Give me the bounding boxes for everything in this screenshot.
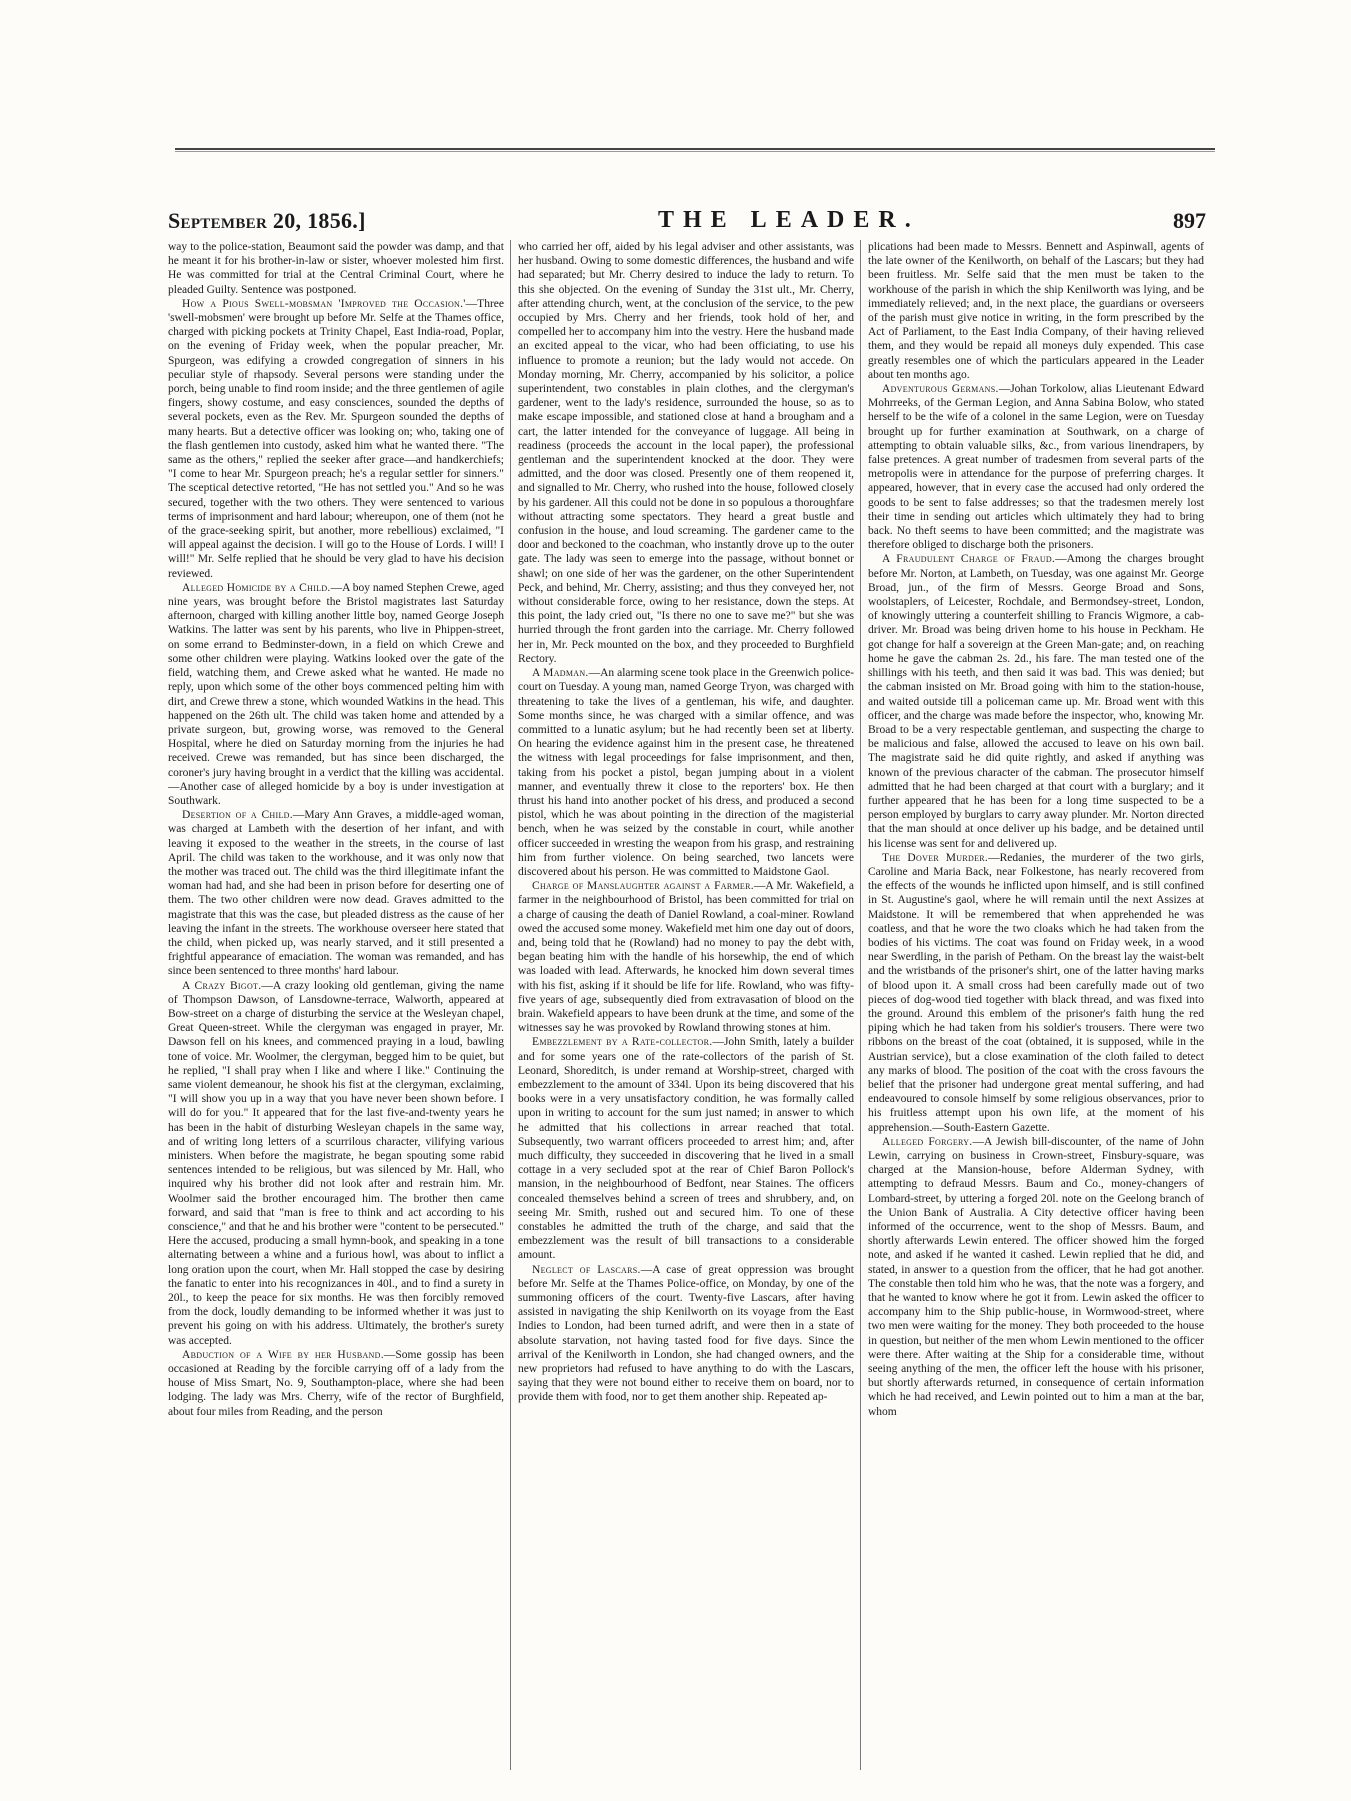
article-body: who carried her off, aided by his legal adviser and other assistants, was her husband. Owing to some domestic differences, the husband and wife had separated; but Mr. Cherry desired to induce the lady to return. To this she objected. On the evening of Sunday the 31st ult., Mr. Cherry, after attending church, went, at the conclusion of the service, to the pew occupied by Mrs. Cherry and her friends, took hold of her, and compelled her to accompany him into the vestry. Here the husband made an excited appeal to the vicar, who had been officiating, to use his influence to promote a reunion; but the lady would not accede. On Monday morning, Mr. Cherry, accompanied by his solicitor, a police superintendent, two constables in plain clothes, and the clergyman's gardener, went to the lady's residence, surrounded the house, so as to make escape impossible, and stationed close at hand a brougham and a cart, the latter intended for the conveyance of luggage. All being in readiness (proceeds the account in the local paper), the professional gentleman and the superintendent knocked at the door. They were admitted, and the door was closed. Presently one of them reopened it, and signalled to Mr. Cherry, who rushed into the house, followed closely by his gardener. All this could not be done in so populous a thoroughfare without attracting some spectators. They heard a great bustle and confusion in the house, and loud screaming. The gardener came to the door and beckoned to the coachman, who instantly drove up to the outer gate. The lady was seen to emerge into the passage, without bonnet or shawl; on one side of her was the gardener, on the other Superintendent Peck, and behind, Mr. Cherry, assisting; and thus they conveyed her, not without considerable force, owing to her resistance, down the steps. At this point, the lady cried out, "Is there no one to save me?" but she was hurried through the front garden into the carriage. Mr. Cherry followed her in, Mr. Peck mounted on the box, and they proceeded to Burghfield Rectory.	[518, 241, 854, 665]
article-headline: Alleged Homicide by a Child.	[182, 581, 331, 594]
article-paragraph	[868, 552, 1204, 850]
article-headline: Alleged Forgery.	[882, 1135, 973, 1148]
article-body: —Johan Torkolow, alias Lieutenant Edward Mohrreeks, of the German Legion, and Anna Sabina Bolow, who stated herself to be the wife of a colonel in the same Legion, were on Tuesday brought up for further examination at Southwark, on a charge of attempting to obtain valuable silks, &c., from various linendrapers, by false pretences. A great number of tradesmen from several parts of the metropolis were in attendance for the purpose of preferring charges. It appeared, however, that in every case the accused had only ordered the goods to be sent to false addresses; so that the tradesmen merely lost their time in sending out articles which ultimately they had to bring back. No theft seems to have been committed; and the magistrate was therefore obliged to discharge both the prisoners.	[868, 383, 1204, 552]
article-body: —A boy named Stephen Crewe, aged nine years, was brought before the Bristol magistrates last Saturday afternoon, charged with killing another little boy, named George Joseph Watkins. The latter was sent by his parents, who live in Phippen-street, on some errand to Bedminster-down, in a field on which Crewe and some other children were playing. Watkins looked over the gate of the field, watching them, and Crewe asked what he wanted. He made no reply, upon which some of the other boys commenced pelting him with dirt, and Crewe threw a stone, which wounded Watkins in the head. This happened on the 26th ult. The child was taken home and attended by a private surgeon, but, growing worse, was removed to the General Hospital, where he died on Saturday morning from the injuries he had received. Crewe was remanded, but has since been discharged, the coroner's jury having brought in a verdict that the killing was accidental.—Another case of alleged homicide by a boy is under investigation at Southwark.	[168, 581, 504, 807]
article-paragraph	[168, 581, 504, 808]
article-headline: Abduction of a Wife by her Husband.	[182, 1348, 384, 1361]
article-paragraph	[518, 1263, 854, 1405]
article-body: —Three 'swell-mobsmen' were brought up before Mr. Selfe at the Thames office, charged with picking pockets at Trinity Chapel, East India-road, Poplar, on the evening of Friday week, when the popular preacher, Mr. Spurgeon, was edifying a crowded congregation of sinners in his peculiar style of rhapsody. Several persons were standing under the porch, being unable to find room inside; and the three gentlemen of agile fingers, showy costume, and easy consciences, sounded the depths of several pockets, even as the Rev. Mr. Spurgeon sounded the depths of many hearts. But a detective officer was looking on; who, taking one of the flash gentlemen into custody, asked him what he wanted there. "The same as the others," replied the seeker after grace—and handkerchiefs; "I come to hear Mr. Spurgeon preach; he's a regular settler for sinners." The sceptical detective retorted, "He has not settled you." And so he was secured, together with the two others. They were sentenced to various terms of imprisonment and hard labour; whereupon, one of them (not he of the grace-seeking spirit, but another, more rebellious) exclaimed, "I will appeal against the decision. I will go to the House of Lords. I will! I will!" Mr. Selfe replied that he should be very glad to have his decision reviewed.	[168, 297, 504, 580]
article-headline: Adventurous Germans.	[882, 383, 999, 396]
article-paragraph	[518, 240, 854, 666]
article-body: —A Jewish bill-discounter, of the name of John Lewin, carrying on business in Crown-street, Finsbury-square, was charged at the Mansion-house, before Alderman Sydney, with attempting to defraud Messrs. Baum and Co., money-changers of Lombard-street, by uttering a forged 20l. note on the Geelong branch of the Union Bank of Australia. A City detective officer having been informed of the occurrence, went to the shop of Messrs. Baum, and shortly afterwards Lewin entered. The officer showed him the forged note, and asked if he wanted it cashed. Lewin replied that he did, and stated, in answer to a question from the officer, that he had got another. The constable then told him who he was, that the note was a forgery, and that he wanted to know where he got it from. Lewin asked the officer to accompany him to the Ship public-house, in Wormwood-street, where two men were waiting for the money. They both proceeded to the house in question, but neither of the men whom Lewin mentioned to the officer were there. After waiting at the Ship for a considerable time, without seeing anything of the men, the officer left the house with his prisoner, but shortly afterwards returned, in consequence of certain information which he had received, and Lewin pointed out to him a man at the bar, whom	[868, 1135, 1204, 1418]
article-body: —A Mr. Wakefield, a farmer in the neighbourhood of Bristol, has been committed for trial on a charge of causing the death of Daniel Rowland, a coal-miner. Rowland owed the accused some money. Wakefield met him one day out of doors, and, being told that he (Rowland) had no money to pay the debt with, began beating him with the handle of his horsewhip, the end of which was loaded with lead. Afterwards, he knocked him down several times with his fist, asking if it should be life for life. Rowland, who was fifty-five years of age, subsequently died from extravasation of blood on the brain. Wakefield appears to have been drunk at the time, and some of the witnesses say he was provoked by Rowland throwing stones at him.	[518, 880, 854, 1035]
column-divider	[860, 240, 861, 1770]
column-1	[168, 240, 504, 1770]
article-headline: Desertion of a Child.	[182, 809, 293, 822]
column-3	[868, 240, 1204, 1770]
column-divider	[510, 240, 511, 1770]
article-paragraph	[518, 879, 854, 1035]
article-body: —John Smith, lately a builder and for some years one of the rate-collectors of the parish of St. Leonard, Shoreditch, is under remand at Worship-street, charged with embezzlement to the amount of 334l. Upon its being discovered that his books were in a very unsatisfactory condition, he was formally called upon in writing to account for the sum just named; in answer to which he admitted that his collections in arrear reached that total. Subsequently, two warrant officers proceeded to arrest him; and, after much difficulty, they succeeded in discovering that he lived in a small cottage in a very secluded spot at the rear of Chief Baron Pollock's mansion, in the neighbourhood of Bedfont, near Staines. The officers concealed themselves behind a screen of trees and shrubbery, and, on seeing Mr. Smith, rushed out and secured him. To one of these constables he admitted the truth of the charge, and said that the embezzlement was the result of bill transactions to a considerable amount.	[518, 1036, 854, 1262]
article-headline: A Crazy Bigot.	[182, 979, 262, 992]
article-body: way to the police-station, Beaumont said the powder was damp, and that he meant it for his brother-in-law or sister, whoever molested him first. He was committed for trial at the Central Criminal Court, where he pleaded Guilty. Sentence was postponed.	[168, 241, 504, 296]
article-paragraph	[518, 666, 854, 879]
page-number: 897	[1173, 208, 1206, 233]
article-body: —Among the charges brought before Mr. Norton, at Lambeth, on Tuesday, was one against Mr. George Broad, jun., of the firm of Messrs. George Broad and Sons, woolstaplers, of Leicester, Rochdale, and Bermondsey-street, London, of knowingly uttering a counterfeit shilling to Francis Wigmore, a cab-driver. Mr. Broad was being driven home to his house in Peckham. He got change for half a sovereign at the Green Man-gate; and, on reaching home he gave the cabman 2s. 2d., his fare. The man tested one of the shillings with his teeth, and then said it was bad. This was denied; but the cabman insisted on Mr. Broad going with him to the station-house, and waited outside till a policeman came up. Mr. Broad went with this officer, and the charge was made before the inspector, who, knowing Mr. Broad to be a very respectable gentleman, and suspecting the charge to be malicious and false, allowed the accused to leave on his own bail. The magistrate said he did quite rightly, and asked if anything was known of the previous character of the cabman. The prosecutor himself admitted that he had been charged at that court with a burglary; and it further appeared that he has been for a long time suspected to be a person employed by burglars to carry away plunder. Mr. Norton directed that the man should at once deliver up his badge, and be detained until his license was sent for and delivered up.	[868, 553, 1204, 850]
article-paragraph	[868, 1135, 1204, 1419]
top-rule-thin	[175, 151, 1215, 152]
article-body: —A case of great oppression was brought before Mr. Selfe at the Thames Police-office, on Monday, by one of the summoning officers of the court. Twenty-five Lascars, after having assisted in navigating the ship Kenilworth on its voyage from the East Indies to London, had been turned adrift, and were then in a state of absolute starvation, not having tasted food for five days. Since the arrival of the Kenilworth in London, she had changed owners, and the new proprietors had refused to have anything to do with the Lascars, saying that they were not bound either to receive them on board, nor to provide them with food, nor to get them another ship. Repeated ap-	[518, 1263, 854, 1404]
column-2	[518, 240, 854, 1770]
article-columns	[168, 240, 1218, 1770]
article-paragraph	[168, 297, 504, 581]
article-headline: A Madman.	[532, 667, 589, 680]
article-paragraph	[868, 851, 1204, 1135]
article-body: —Redanies, the murderer of the two girls, Caroline and Maria Back, near Folkestone, has nearly recovered from the effects of the wounds he inflicted upon himself, and is still confined in St. Augustine's gaol, where he will remain until the next Assizes at Maidstone. It will be remembered that when apprehended he was coatless, and that he wore the two cloaks which he had taken from the bodies of his victims. The coat was found on Friday week, in a wood near Swerdling, in the parish of Petham. On the breast lay the waist-belt and the wristbands of the prisoner's shirt, one of the latter having marks of blood upon it. A small cross had been carefully made out of two pieces of dog-wood tied together with black thread, and was fixed into the ground. Around this emblem of the prisoner's faith hung the red piping which he had taken from his soldier's trousers. There were two ribbons on the breast of the coat (obtained, it is supposed, while in the Austrian service), but a close examination of the cloth failed to detect any marks of blood. The position of the coat with the cross favours the belief that the prisoner had undergone great mental suffering, and had endeavoured to console himself by some religious observances, prior to his fruitless attempt upon his own life, at the moment of his apprehension.—South-Eastern Gazette.	[868, 851, 1204, 1134]
article-body: —Mary Ann Graves, a middle-aged woman, was charged at Lambeth with the desertion of her infant, and with leaving it exposed to the weather in the streets, in the course of last April. The child was taken to the workhouse, and it was only now that the mother was traced out. The child was the third illegitimate infant the woman had had, and she had been in prison before for deserting one of them. The two other children were now dead. Graves admitted to the magistrate that this was the case, but pleaded distress as the cause of her leaving the infant in the streets. The workhouse overseer here stated that the child, when picked up, was nearly starved, and it still presented a frightful appearance of emaciation. The woman was remanded, and has since been sentenced to three months' hard labour.	[168, 809, 504, 978]
article-headline: Charge of Manslaughter against a Farmer.	[532, 880, 754, 893]
top-rule	[175, 148, 1215, 150]
article-body: —An alarming scene took place in the Greenwich police-court on Tuesday. A young man, named George Tryon, was charged with threatening to take the lives of a gentleman, his wife, and daughter. Some months since, he was charged with a similar offence, and was committed to a lunatic asylum; but he had recently been set at liberty. On hearing the evidence against him in the present case, he threatened the witness with legal proceedings for false imprisonment, and then, taking from his pocket a pistol, began jumping about in a violent manner, and eventually threw it close to the reporters' box. He then thrust his hand into another pocket of his dress, and produced a second pistol, which he was about pointing in the direction of the magisterial bench, when he was seized by the constable in court, while another officer succeeded in wresting the weapon from his grasp, and restraining him from further violence. On being searched, two lancets were discovered about his person. He was committed to Maidstone Gaol.	[518, 667, 854, 878]
article-body: plications had been made to Messrs. Bennett and Aspinwall, agents of the late owner of the Kenilworth, on behalf of the Lascars; but they had been fruitless. Mr. Selfe said that the men must be taken to the workhouse of the parish in which the ship Kenilworth was lying, and be immediately relieved; and, in the next place, the guardians or overseers of the parish must give notice in writing, in the form prescribed by the Act of Parliament, to the East India Company, of their having relieved them, and they would be repaid all moneys duly expended. This case greatly resembles one of which the particulars appeared in the Leader about ten months ago.	[868, 241, 1204, 381]
issue-date: September 20, 1856.]	[168, 208, 366, 233]
article-paragraph	[868, 382, 1204, 552]
masthead-title: THE LEADER.	[658, 207, 920, 233]
article-paragraph	[168, 979, 504, 1348]
article-paragraph	[518, 1035, 854, 1262]
article-paragraph	[868, 240, 1204, 382]
article-headline: How a Pious Swell-mobsman 'Improved the Occasion.'	[182, 297, 466, 310]
article-body: —A crazy looking old gentleman, giving the name of Thompson Dawson, of Lansdowne-terrace, Walworth, appeared at Bow-street on a charge of disturbing the service at the Wesleyan chapel, Great Queen-street. While the clergyman was engaged in prayer, Mr. Dawson fell on his knees, and commenced praying in a loud, bawling tone of voice. Mr. Woolmer, the clergyman, begged him to be quiet, but he replied, "I shall pray when I like and where I like." Continuing the same violent demeanour, he shook his fist at the clergyman, exclaiming, "I will show you up in a way that you have never been shown before. I will do for you." It appeared that for the last five-and-twenty years he has been in the habit of disturbing Wesleyan chapels in the same way, and of writing long letters of a scurrilous character, vilifying various ministers. When before the magistrate, he began spouting some rabid sentences intended to be religious, but was silenced by Mr. Hall, who inquired why his brother did not look after and restrain him. Mr. Woolmer said the brother encouraged him. The brother then came forward, and said that "man is free to think and act according to his conscience," and that he and his brother were "content to be persecuted." Here the accused, producing a small hymn-book, and speaking in a tone alternating between a whine and a furious howl, was about to inflict a long oration upon the court, when Mr. Hall stopped the case by desiring the fanatic to enter into his recognizances in 40l., and to find a surety in 20l., to keep the peace for six months. He was then forcibly removed from the dock, loudly demanding to be informed whether it was just to prevent his going on with his address. Ultimately, the brother's surety was accepted.	[168, 979, 504, 1347]
article-paragraph	[168, 808, 504, 978]
article-paragraph	[168, 240, 504, 297]
article-headline: Embezzlement by a Rate-collector.	[532, 1036, 713, 1049]
article-headline: Neglect of Lascars.	[532, 1263, 641, 1276]
page-header	[168, 208, 1218, 236]
article-headline: A Fraudulent Charge of Fraud.	[882, 553, 1056, 566]
article-headline: The Dover Murder.	[882, 851, 989, 864]
article-paragraph	[168, 1348, 504, 1419]
article-body: —Some gossip has been occasioned at Reading by the forcible carrying off of a lady from the house of Miss Smart, No. 9, Southampton-place, where she had been lodging. The lady was Mrs. Cherry, wife of the rector of Burghfield, about four miles from Reading, and the person	[168, 1348, 504, 1418]
